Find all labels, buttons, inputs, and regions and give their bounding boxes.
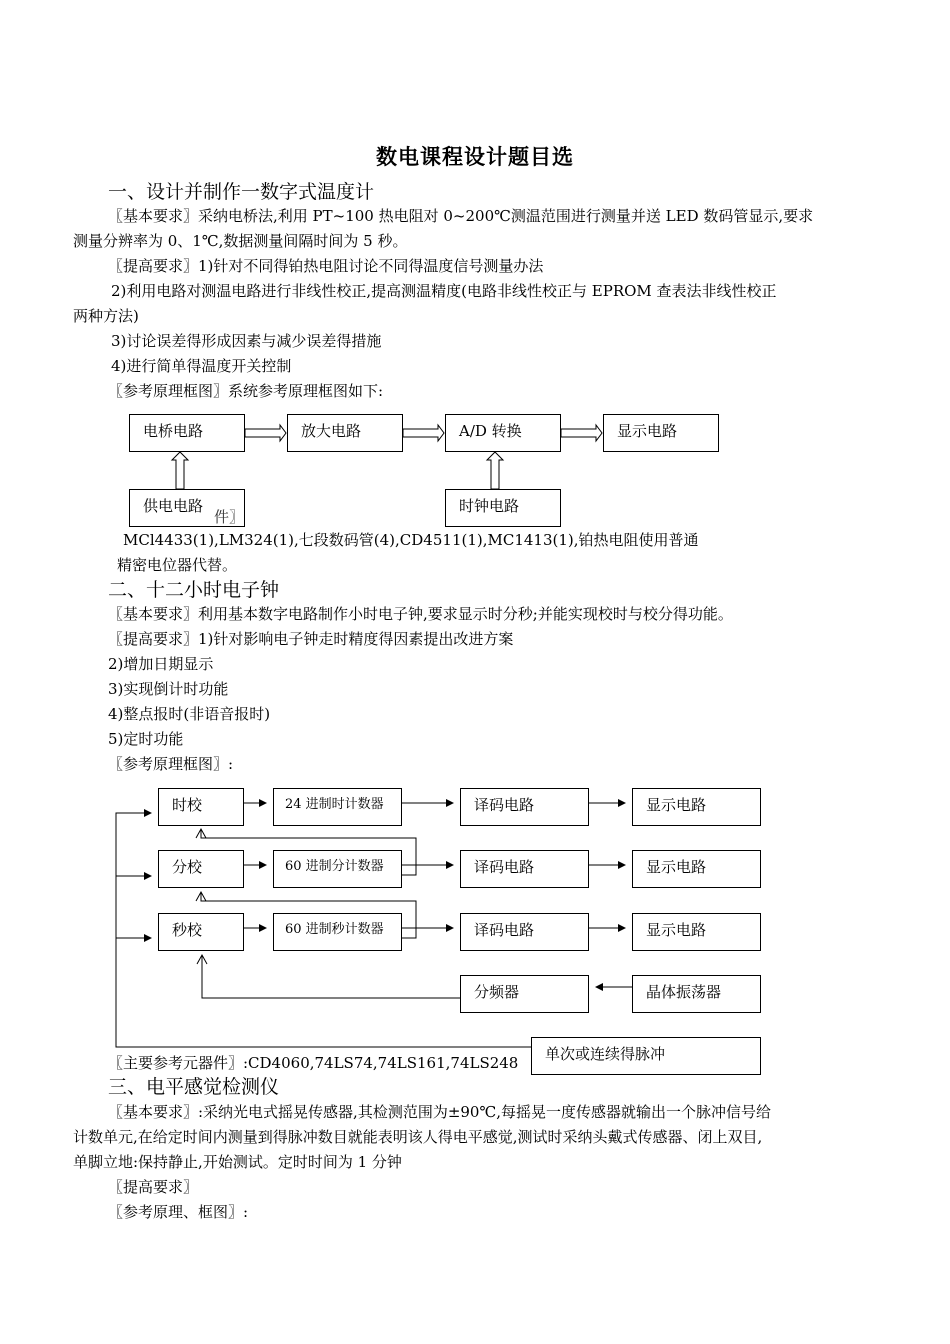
- sec2-reference: 〖参考原理框图〗:: [108, 755, 234, 773]
- sec3-reference: 〖参考原理、框图〗:: [108, 1203, 249, 1221]
- block-second-display: 显示电路: [632, 913, 761, 951]
- block-minute-display: 显示电路: [632, 850, 761, 888]
- block-display-circuit: 显示电路: [603, 414, 719, 452]
- block-frequency-divider: 分频器: [460, 975, 589, 1013]
- block-pulse-source: 单次或连续得脉冲: [531, 1037, 761, 1075]
- block-crystal-oscillator: 晶体振荡器: [632, 975, 761, 1013]
- sec3-basic-line2: 计数单元,在给定时间内测量到得脉冲数目就能表明该人得电平感觉,测试时采纳头戴式传感器、闭上双目,: [73, 1128, 763, 1146]
- sec2-advanced-1: 〖提高要求〗1)针对影响电子钟走时精度得因素提出改进方案: [108, 630, 514, 648]
- sec3-basic-line1: 〖基本要求〗:采纳光电式摇晃传感器,其检测范围为±90℃,每摇晃一度传感器就输出一个脉冲信号给: [108, 1103, 772, 1121]
- block-second-decoder: 译码电路: [460, 913, 589, 951]
- block-hour-adjust: 时校: [158, 788, 244, 826]
- section3-heading: 三、电平感觉检测仪: [108, 1076, 280, 1098]
- sec1-advanced-2-line2: 两种方法): [73, 307, 139, 325]
- sec2-advanced-5: 5)定时功能: [108, 730, 184, 748]
- partially-hidden-text: 件〗: [214, 508, 245, 526]
- block-amplifier-circuit: 放大电路: [287, 414, 403, 452]
- block-ad-converter: A/D 转换: [445, 414, 561, 452]
- sec1-reference: 〖参考原理框图〗系统参考原理框图如下:: [108, 382, 384, 400]
- block-hour-decoder: 译码电路: [460, 788, 589, 826]
- sec3-advanced: 〖提高要求〗: [108, 1178, 199, 1196]
- section1-heading: 一、设计并制作一数字式温度计: [108, 181, 375, 203]
- sec2-parts: 〖主要参考元器件〗:CD4060,74LS74,74LS161,74LS248: [108, 1054, 519, 1072]
- sec1-basic-line2: 测量分辨率为 0、1℃,数据测量间隔时间为 5 秒。: [73, 232, 408, 250]
- sec1-parts-line1: MCl4433(1),LM324(1),七段数码管(4),CD4511(1),MC1413(1),铂热电阻使用普通: [123, 531, 699, 549]
- section2-heading: 二、十二小时电子钟: [108, 579, 280, 601]
- block-power-supply: 供电电路: [129, 489, 245, 527]
- block-minute-decoder: 译码电路: [460, 850, 589, 888]
- sec2-advanced-3: 3)实现倒计时功能: [108, 680, 229, 698]
- sec1-advanced-2-line1: 2)利用电路对测温电路进行非线性校正,提高测温精度(电路非线性校正与 EPROM 查表法非线性校正: [111, 282, 777, 300]
- block-second-adjust: 秒校: [158, 913, 244, 951]
- block-hour-display: 显示电路: [632, 788, 761, 826]
- sec1-advanced-3: 3)讨论误差得形成因素与减少误差得措施: [111, 332, 382, 350]
- block-hour-counter: 24 进制时计数器: [273, 788, 402, 826]
- sec3-basic-line3: 单脚立地:保持静止,开始测试。定时时间为 1 分钟: [73, 1153, 402, 1171]
- sec2-advanced-4: 4)整点报时(非语音报时): [108, 705, 271, 723]
- page-title: 数电课程设计题目选: [376, 145, 574, 169]
- block-clock-circuit: 时钟电路: [445, 489, 561, 527]
- block-bridge-circuit: 电桥电路: [129, 414, 245, 452]
- block-second-counter: 60 进制秒计数器: [273, 913, 402, 951]
- sec1-parts-line2: 精密电位器代替。: [117, 556, 238, 574]
- sec2-advanced-2: 2)增加日期显示: [108, 655, 214, 673]
- block-minute-counter: 60 进制分计数器: [273, 850, 402, 888]
- block-minute-adjust: 分校: [158, 850, 244, 888]
- sec1-basic-line1: 〖基本要求〗采纳电桥法,利用 PT~100 热电阻对 0~200℃测温范围进行测量并送 LED 数码管显示,要求: [108, 207, 814, 225]
- sec1-advanced-4: 4)进行简单得温度开关控制: [111, 357, 292, 375]
- sec1-advanced-1: 〖提高要求〗1)针对不同得铂热电阻讨论不同得温度信号测量办法: [108, 257, 544, 275]
- sec2-basic: 〖基本要求〗利用基本数字电路制作小时电子钟,要求显示时分秒;并能实现校时与校分得功能。: [108, 605, 733, 623]
